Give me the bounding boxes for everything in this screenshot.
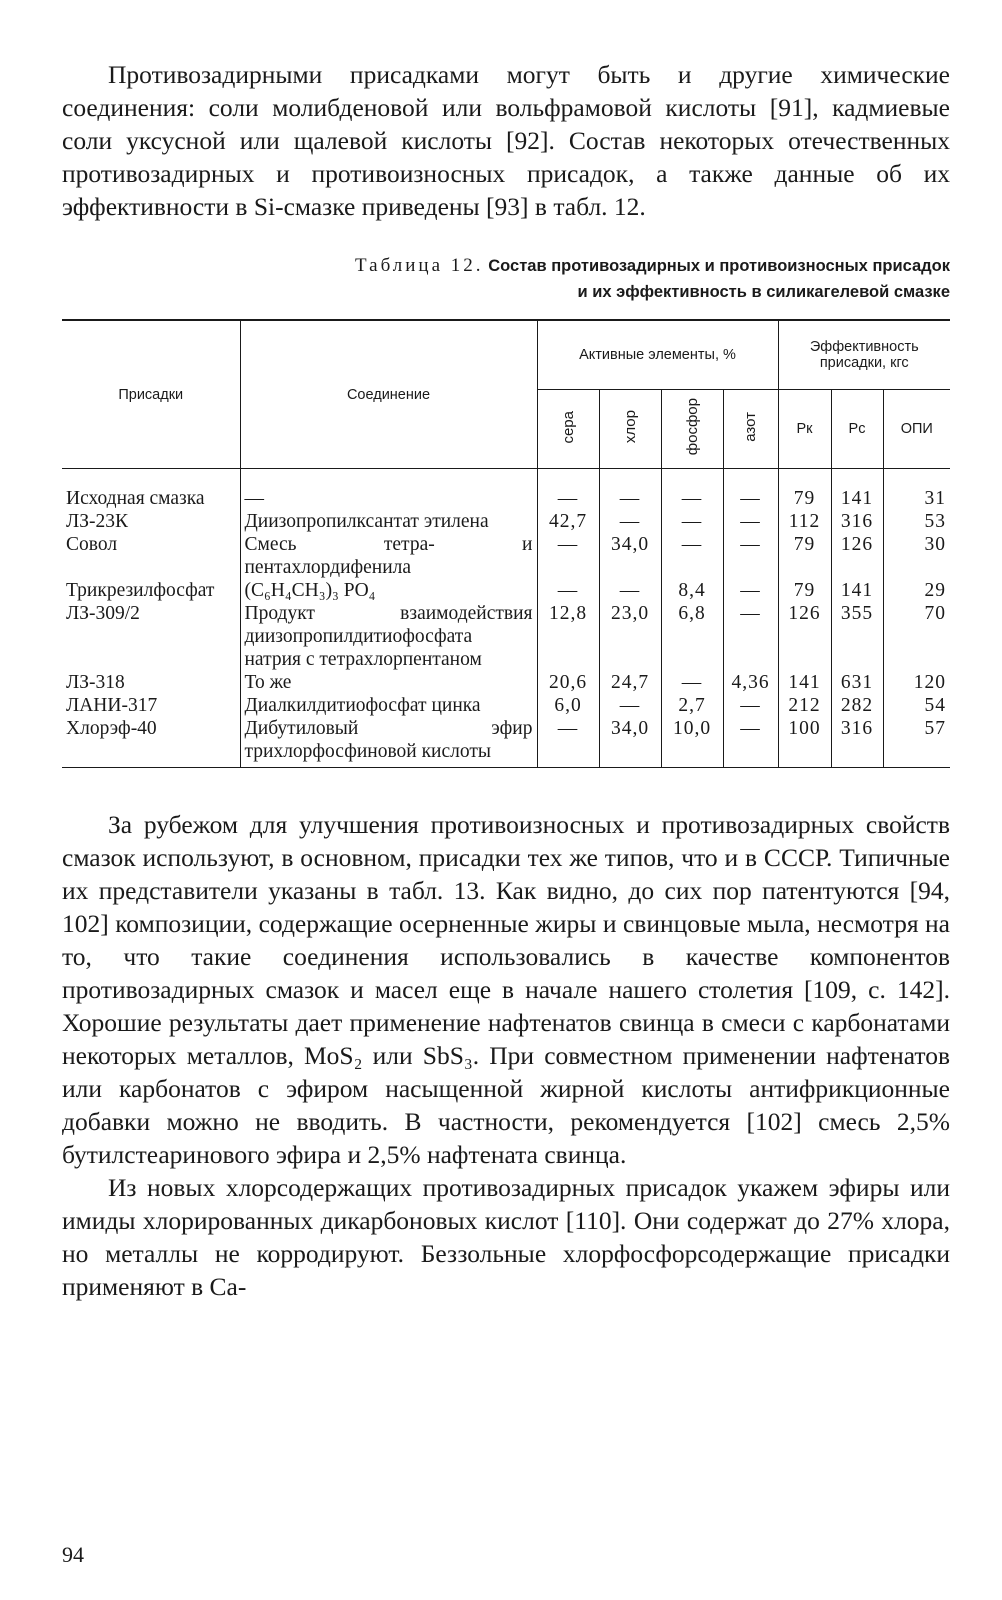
- header-active-elements: Активные элементы, %: [537, 320, 778, 390]
- header-pk: Pк: [778, 390, 831, 469]
- paragraph-3: Из новых хлорсодержащих противозадирных присадок укажем эфиры или имиды хлорированных дикарбоновых кислот [110]. Они содержат до 27% хлора, но металлы не корродируют. Беззольные хлорфосфорсодержащие присадки применяют в Са-: [62, 1173, 950, 1301]
- header-nitrogen: азот: [723, 390, 778, 469]
- table-body: [62, 469, 950, 768]
- header-additive: Присадки: [62, 320, 240, 469]
- table-row: ЛАНИ-317 Диалкилдитиофосфат цинка 6,0 — 2,7 — 212 282 54: [62, 694, 950, 717]
- additives-table: [62, 319, 950, 768]
- table-row: ЛЗ-318 То же 20,6 24,7 — 4,36 141 631 120: [62, 671, 950, 694]
- page-content: [62, 58, 950, 1303]
- intro-paragraph: Противозадирными присадками могут быть и другие химические соединения: соли молибденовой или вольфрамовой кислоты [91], кадмиевые соли уксусной или щалевой кислоты [92]. Состав некоторых отечественных противозадирных и противоизносных присадок, а также данные об их эффективности в Si-смазке приведены [93] в табл. 12.: [62, 60, 950, 221]
- table-row: Совол Смесь тетра- и пентахлордифенила — 34,0 — — 79 126 30: [62, 533, 950, 579]
- paragraph-2: За рубежом для улучшения противоизносных и противозадирных свойств смазок используют, в основном, присадки тех же типов, что и в СССР. Типичные их представители указаны в табл. 13. Как видно, до сих пор патентуются [94, 102] композиции, содержащие осерненные жиры и свинцовые мыла, несмотря на то, что такие соединения использовались в качестве компонентов противозадирных смазок и масел еще в начале нашего столетия [109, с. 142]. Хорошие результаты дает применение нафтенатов свинца в смеси с карбонатами некоторых металлов, MoS₂ или SbS₃. При совместном применении нафтенатов или карбонатов с эфиром насыщенной жирной кислоты антифрикционные добавки можно не вводить. В частности, рекомендуется [102] смесь 2,5% бутилстеаринового эфира и 2,5% нафтената свинца.: [62, 810, 950, 1169]
- header-chlorine: хлор: [599, 390, 661, 469]
- header-phosphorus: фосфор: [661, 390, 723, 469]
- header-opi: ОПИ: [883, 390, 950, 469]
- page-number: 94: [62, 1542, 84, 1567]
- table-row: ЛЗ-309/2 Продукт взаимодействия диизопропилдитиофосфата натрия с тетрахлорпентаном 12,8 23,0 6,8 — 126 355 70: [62, 602, 950, 671]
- header-sulfur: сера: [537, 390, 599, 469]
- table-caption-label: Таблица 12.: [355, 255, 484, 276]
- header-compound: Соединение: [240, 320, 537, 469]
- table-row: Исходная смазка — — — — — 79 141 31: [62, 469, 950, 511]
- table-caption: [62, 253, 950, 305]
- table-row: Хлорэф-40 Дибутиловый эфир трихлорфосфиновой кислоты — 34,0 10,0 — 100 316 57: [62, 717, 950, 768]
- table-row: Трикрезилфосфат (C₆H₄CH₃)₃ PO₄ — — 8,4 — 79 141 29: [62, 579, 950, 602]
- header-pc: Pс: [831, 390, 883, 469]
- table-caption-title-1: Состав противозадирных и противоизносных присадок: [488, 257, 950, 275]
- table-row: ЛЗ-23К Диизопропилксантат этилена 42,7 — — — 112 316 53: [62, 510, 950, 533]
- header-efficiency: Эффективность присадки, кгс: [778, 320, 950, 390]
- table-caption-title-2: и их эффективность в силикагелевой смазке: [577, 283, 950, 301]
